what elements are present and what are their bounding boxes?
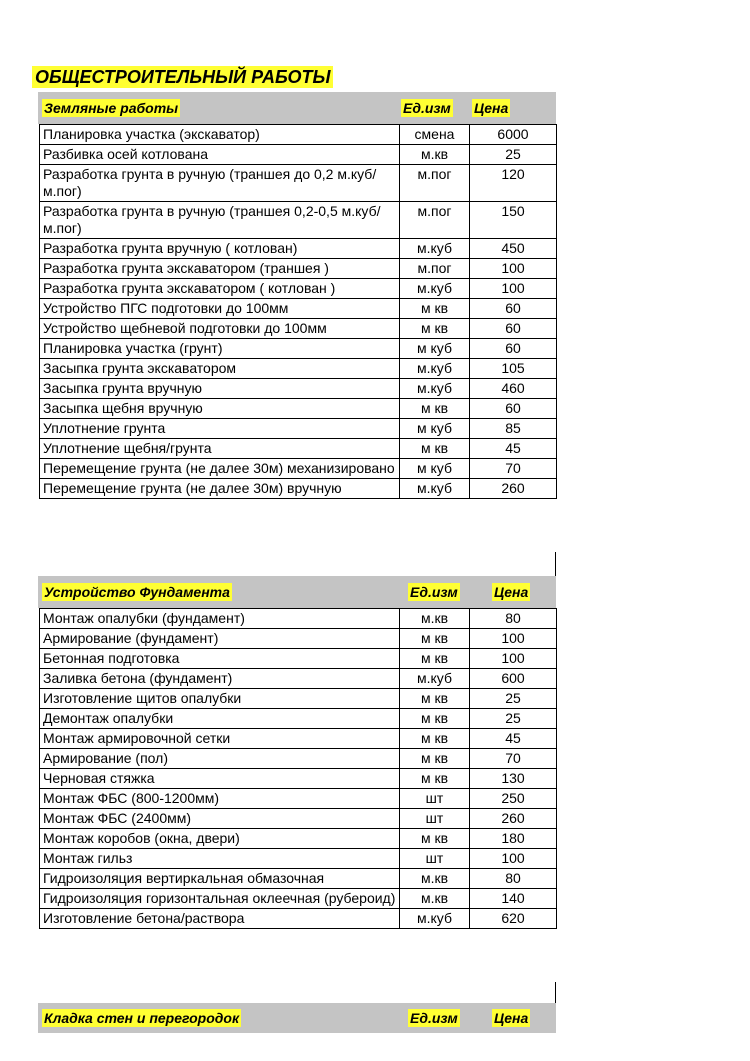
price-cell: 70 <box>470 459 557 479</box>
unit-column-header: Ед.изм <box>403 100 451 116</box>
table-row <box>40 869 557 889</box>
price-cell: 120 <box>470 165 557 202</box>
price-cell: 600 <box>470 669 557 689</box>
unit-cell: м кв <box>400 649 470 669</box>
unit-cell: м.пог <box>400 202 470 239</box>
price-cell: 450 <box>470 239 557 259</box>
price-cell: 25 <box>470 709 557 729</box>
table-row <box>40 239 557 259</box>
unit-cell: шт <box>400 809 470 829</box>
unit-cell: м кв <box>400 829 470 849</box>
table-row <box>40 849 557 869</box>
table-row <box>40 809 557 829</box>
item-name-cell: Разработка грунта вручную ( котлован) <box>40 239 400 259</box>
table-row <box>40 889 557 909</box>
item-name-cell: Планировка участка (экскаватор) <box>40 125 400 145</box>
price-cell: 80 <box>470 869 557 889</box>
item-name-cell: Уплотнение щебня/грунта <box>40 439 400 459</box>
unit-cell: м куб <box>400 419 470 439</box>
table-row <box>40 689 557 709</box>
price-cell: 25 <box>470 145 557 165</box>
price-cell: 6000 <box>470 125 557 145</box>
price-cell: 60 <box>470 399 557 419</box>
table-row <box>40 649 557 669</box>
price-cell: 60 <box>470 319 557 339</box>
table-row <box>40 629 557 649</box>
table-row <box>40 259 557 279</box>
unit-cell: м.пог <box>400 165 470 202</box>
item-name-cell: Монтаж ФБС (800-1200мм) <box>40 789 400 809</box>
item-name-cell: Устройство щебневой подготовки до 100мм <box>40 319 400 339</box>
table-row <box>40 379 557 399</box>
table-right-border <box>555 982 556 1004</box>
section-header-foundation <box>38 576 556 608</box>
section-header-masonry <box>38 1003 556 1033</box>
item-name-cell: Изготовление бетона/раствора <box>40 909 400 929</box>
table-row <box>40 299 557 319</box>
price-cell: 100 <box>470 279 557 299</box>
item-name-cell: Устройство ПГС подготовки до 100мм <box>40 299 400 319</box>
item-name-cell: Разработка грунта в ручную (траншея 0,2-0,5 м.куб/м.пог) <box>40 202 400 239</box>
item-name-cell: Черновая стяжка <box>40 769 400 789</box>
unit-cell: м куб <box>400 459 470 479</box>
unit-cell: шт <box>400 849 470 869</box>
item-name-cell: Перемещение грунта (не далее 30м) механизировано <box>40 459 400 479</box>
table-row <box>40 749 557 769</box>
item-name-cell: Гидроизоляция вертиркальная обмазочная <box>40 869 400 889</box>
section-title: Устройство Фундамента <box>44 584 230 600</box>
item-name-cell: Засыпка грунта экскаватором <box>40 359 400 379</box>
price-cell: 100 <box>470 259 557 279</box>
item-name-cell: Демонтаж опалубки <box>40 709 400 729</box>
item-name-cell: Монтаж армировочной сетки <box>40 729 400 749</box>
item-name-cell: Разбивка осей котлована <box>40 145 400 165</box>
item-name-cell: Изготовление щитов опалубки <box>40 689 400 709</box>
price-cell: 250 <box>470 789 557 809</box>
unit-cell: м куб <box>400 339 470 359</box>
unit-cell: м кв <box>400 769 470 789</box>
item-name-cell: Засыпка грунта вручную <box>40 379 400 399</box>
earthworks-price-table <box>39 124 557 499</box>
price-cell: 70 <box>470 749 557 769</box>
unit-cell: м.кв <box>400 869 470 889</box>
item-name-cell: Монтаж ФБС (2400мм) <box>40 809 400 829</box>
unit-cell: м.куб <box>400 239 470 259</box>
item-name-cell: Перемещение грунта (не далее 30м) вручную <box>40 479 400 499</box>
price-cell: 105 <box>470 359 557 379</box>
price-cell: 60 <box>470 339 557 359</box>
table-row <box>40 669 557 689</box>
table-row <box>40 769 557 789</box>
item-name-cell: Монтаж опалубки (фундамент) <box>40 609 400 629</box>
unit-column-header: Ед.изм <box>410 1010 458 1026</box>
table-row <box>40 479 557 499</box>
table-row <box>40 609 557 629</box>
table-row <box>40 319 557 339</box>
unit-cell: м кв <box>400 399 470 419</box>
price-column-header: Цена <box>494 1010 529 1026</box>
unit-cell: м.куб <box>400 279 470 299</box>
unit-cell: м кв <box>400 689 470 709</box>
price-cell: 45 <box>470 439 557 459</box>
table-row <box>40 145 557 165</box>
table-row <box>40 359 557 379</box>
table-row <box>40 202 557 239</box>
table-row <box>40 909 557 929</box>
item-name-cell: Разработка грунта экскаватором (траншея ) <box>40 259 400 279</box>
section-title: Земляные работы <box>44 100 179 116</box>
item-name-cell: Уплотнение грунта <box>40 419 400 439</box>
unit-cell: м.пог <box>400 259 470 279</box>
unit-cell: м.кв <box>400 609 470 629</box>
item-name-cell: Армирование (фундамент) <box>40 629 400 649</box>
price-column-header: Цена <box>474 100 509 116</box>
price-cell: 150 <box>470 202 557 239</box>
price-cell: 100 <box>470 629 557 649</box>
unit-cell: м.куб <box>400 479 470 499</box>
unit-cell: м.куб <box>400 379 470 399</box>
unit-cell: м кв <box>400 749 470 769</box>
price-cell: 620 <box>470 909 557 929</box>
unit-cell: м кв <box>400 729 470 749</box>
table-row <box>40 339 557 359</box>
unit-cell: м кв <box>400 319 470 339</box>
table-row <box>40 789 557 809</box>
unit-cell: м кв <box>400 439 470 459</box>
table-row <box>40 459 557 479</box>
price-cell: 85 <box>470 419 557 439</box>
price-cell: 25 <box>470 689 557 709</box>
unit-cell: м.куб <box>400 359 470 379</box>
table-row <box>40 439 557 459</box>
table-row <box>40 419 557 439</box>
item-name-cell: Засыпка щебня вручную <box>40 399 400 419</box>
unit-cell: м кв <box>400 629 470 649</box>
price-cell: 260 <box>470 809 557 829</box>
unit-cell: м.куб <box>400 909 470 929</box>
price-cell: 130 <box>470 769 557 789</box>
table-right-border <box>555 552 556 576</box>
price-cell: 180 <box>470 829 557 849</box>
unit-column-header: Ед.изм <box>410 584 458 600</box>
item-name-cell: Разработка грунта в ручную (траншея до 0,2 м.куб/м.пог) <box>40 165 400 202</box>
price-column-header: Цена <box>494 584 529 600</box>
section-header-earthworks <box>38 92 556 124</box>
price-cell: 260 <box>470 479 557 499</box>
price-cell: 100 <box>470 649 557 669</box>
unit-cell: м.кв <box>400 145 470 165</box>
item-name-cell: Заливка бетона (фундамент) <box>40 669 400 689</box>
section-title: Кладка стен и перегородок <box>44 1010 240 1026</box>
foundation-price-table <box>39 608 557 929</box>
item-name-cell: Гидроизоляция горизонтальная оклеечная (рубероид) <box>40 889 400 909</box>
page-title: ОБЩЕСТРОИТЕЛЬНЫЙ РАБОТЫ <box>32 66 333 88</box>
item-name-cell: Армирование (пол) <box>40 749 400 769</box>
table-row <box>40 709 557 729</box>
table-row <box>40 165 557 202</box>
table-row <box>40 279 557 299</box>
unit-cell: смена <box>400 125 470 145</box>
unit-cell: м.куб <box>400 669 470 689</box>
item-name-cell: Бетонная подготовка <box>40 649 400 669</box>
price-cell: 60 <box>470 299 557 319</box>
unit-cell: м кв <box>400 709 470 729</box>
item-name-cell: Разработка грунта экскаватором ( котлован ) <box>40 279 400 299</box>
price-cell: 100 <box>470 849 557 869</box>
item-name-cell: Монтаж коробов (окна, двери) <box>40 829 400 849</box>
item-name-cell: Планировка участка (грунт) <box>40 339 400 359</box>
unit-cell: м кв <box>400 299 470 319</box>
unit-cell: шт <box>400 789 470 809</box>
item-name-cell: Монтаж гильз <box>40 849 400 869</box>
price-cell: 45 <box>470 729 557 749</box>
table-row <box>40 729 557 749</box>
price-cell: 80 <box>470 609 557 629</box>
table-row <box>40 399 557 419</box>
table-row <box>40 125 557 145</box>
table-row <box>40 829 557 849</box>
price-cell: 140 <box>470 889 557 909</box>
unit-cell: м.кв <box>400 889 470 909</box>
price-cell: 460 <box>470 379 557 399</box>
